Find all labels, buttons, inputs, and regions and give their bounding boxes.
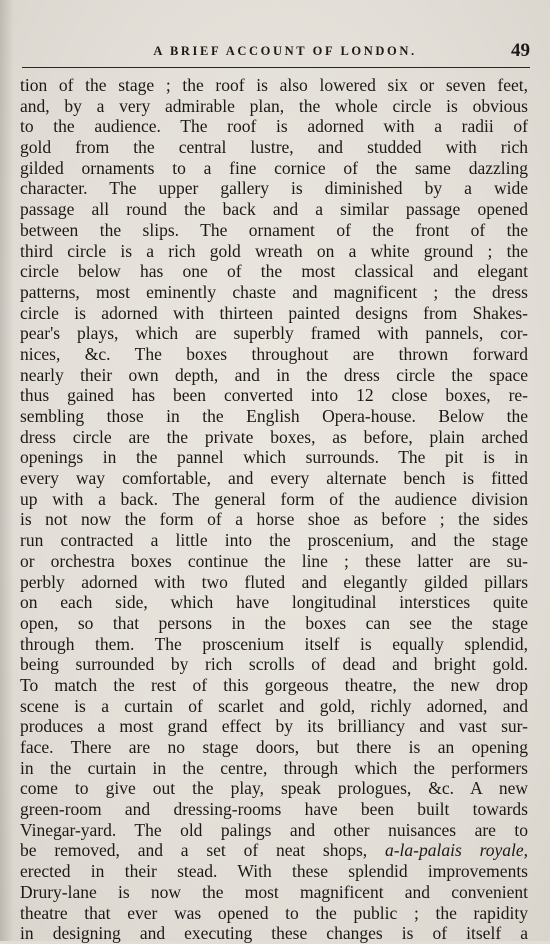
text-line: character. The upper gallery is diminished by a wide (20, 178, 528, 199)
text-line: circle is adorned with thirteen painted designs from Shakes- (20, 302, 528, 323)
text-line: up with a back. The general form of the audience division (20, 488, 528, 509)
text-line: through them. The proscenium itself is equally splendid, (20, 633, 528, 654)
text-line: erected in their stead. With these splendid improvements (20, 861, 528, 882)
text-line: every way comfortable, and every alternate bench is fitted (20, 468, 528, 489)
running-head (22, 40, 530, 66)
page-number: 49 (511, 40, 530, 61)
text-line: in designing and executing these changes is of itself a (20, 923, 528, 944)
text-line: pear's plays, which are superbly framed with pannels, cor- (20, 323, 528, 344)
text-line: patterns, most eminently chaste and magnificent ; the dress (20, 281, 528, 302)
text-line: third circle is a rich gold wreath on a white ground ; the (20, 240, 528, 261)
text-line: face. There are no stage doors, but there is an opening (20, 737, 528, 757)
text-line: dress circle are the private boxes, as before, plain arched (20, 426, 528, 447)
text-line: Vinegar-yard. The old palings and other nuisances are to (20, 819, 528, 840)
text-line: produces a most grand effect by its brilliancy and vast sur- (20, 716, 528, 737)
text-line: on each side, which have longitudinal interstices quite (20, 592, 528, 613)
text-line: sembling those in the English Opera-house. Below the (20, 406, 528, 426)
text-line: tion of the stage ; the roof is also lowered six or seven feet, (20, 75, 528, 95)
text-line: Drury-lane is now the most magnificent and convenient (20, 881, 528, 902)
text-line: to the audience. The roof is adorned with a radii of (20, 116, 528, 137)
text-line: is not now the form of a horse shoe as before ; the sides (20, 509, 528, 530)
text-line: open, so that persons in the boxes can see the stage (20, 612, 528, 633)
text-line: nices, &c. The boxes throughout are thrown forward (20, 343, 528, 364)
text-line: run contracted a little into the proscenium, and the stage (20, 530, 528, 551)
text-line-with-italic (20, 840, 528, 861)
text-line: To match the rest of this gorgeous theatre, the new drop (20, 674, 528, 695)
header-rule (22, 67, 530, 68)
text-line: come to give out the play, speak prologues, &c. A new (20, 778, 528, 799)
text-line: perbly adorned with two fluted and elegantly gilded pillars (20, 571, 528, 592)
body-text (20, 75, 528, 944)
text-line: green-room and dressing-rooms have been built towards (20, 799, 528, 820)
text-line: scene is a curtain of scarlet and gold, richly adorned, and (20, 695, 528, 716)
text-line: passage all round the back and a similar passage opened (20, 199, 528, 220)
text-line: or orchestra boxes continue the line ; these latter are su- (20, 550, 528, 571)
text-line: thus gained has been converted into 12 close boxes, re- (20, 385, 528, 406)
text-line: openings in the pannel which surrounds. The pit is in (20, 447, 528, 468)
text-line: and, by a very admirable plan, the whole circle is obvious (20, 95, 528, 116)
text-line: gold from the central lustre, and studded with rich (20, 137, 528, 158)
text-line: theatre that ever was opened to the public ; the rapidity (20, 902, 528, 923)
text-line: between the slips. The ornament of the front of the (20, 219, 528, 240)
text-line: circle below has one of the most classical and elegant (20, 261, 528, 282)
text-line: nearly their own depth, and in the dress circle the space (20, 364, 528, 385)
italic-phrase: a-la-palais royale, (384, 840, 529, 861)
text-segment: be removed, and a set of neat shops, (20, 840, 368, 861)
running-title: A BRIEF ACCOUNT OF LONDON. (153, 44, 417, 58)
text-line: gilded ornaments to a fine cornice of the same dazzling (20, 157, 528, 178)
text-line: being surrounded by rich scrolls of dead and bright gold. (20, 654, 528, 675)
text-line: in the curtain in the centre, through which the performers (20, 757, 528, 778)
spine-shadow (0, 0, 14, 941)
